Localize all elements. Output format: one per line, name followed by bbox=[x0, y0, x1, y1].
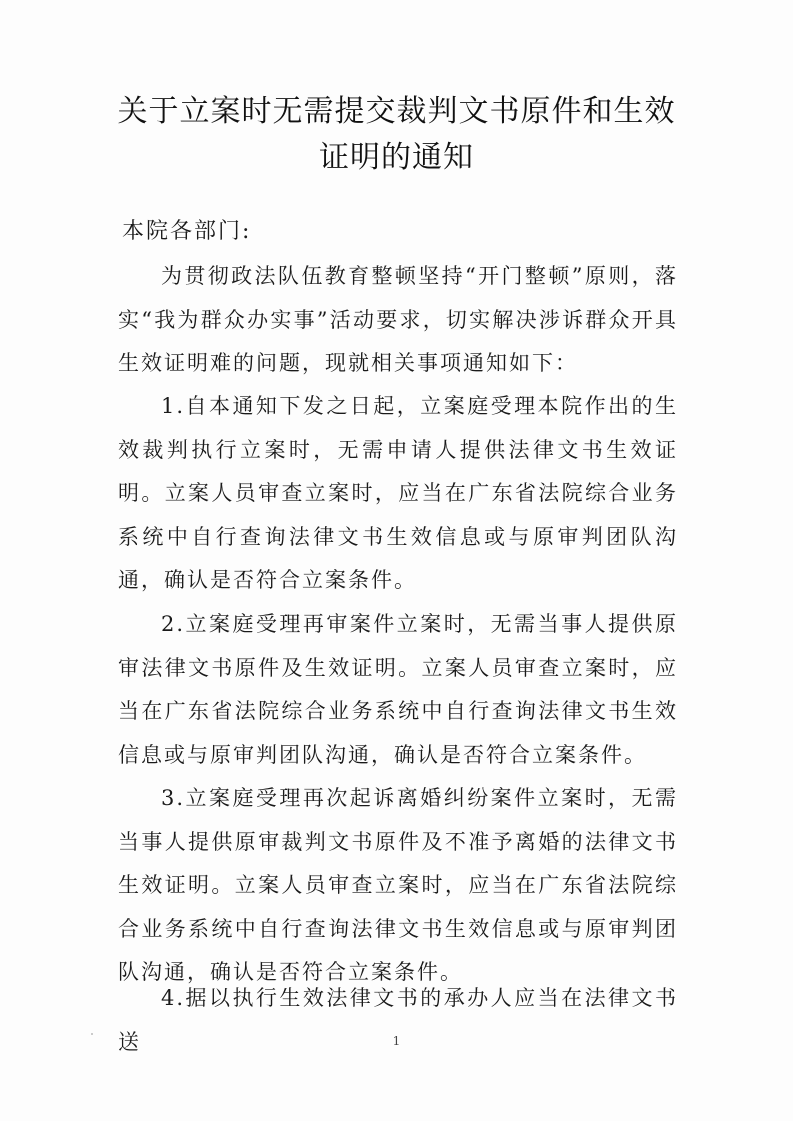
salutation: 本院各部门: bbox=[122, 219, 252, 244]
item-4-paragraph: 4.据以执行生效法律文书的承办人应当在法律文书送 bbox=[118, 986, 678, 1054]
item-1-paragraph: 1.自本通知下发之日起，立案庭受理本院作出的生效裁判执行立案时，无需申请人提供法律文书生效证明。立案人员审查立案时，应当在广东省法院综合业务系统中自行查询法律文书生效信息或与原审判团队沟通，确认是否符合立案条件。 bbox=[118, 394, 678, 593]
intro-paragraph: 为贯彻政法队伍教育整顿坚持“开门整顿”原则，落实“我为群众办实事”活动要求，切实解决涉诉群众开具生效证明难的问题，现就相关事项通知如下： bbox=[118, 264, 678, 376]
document-title-line-1: 关于立案时无需提交裁判文书原件和生效 bbox=[117, 94, 676, 129]
document-title-line-2: 证明的通知 bbox=[319, 140, 474, 175]
item-2-paragraph: 2.立案庭受理再审案件立案时，无需当事人提供原审法律文书原件及生效证明。立案人员审查立案时，应当在广东省法院综合业务系统中自行查询法律文书生效信息或与原审判团队沟通，确认是否符合立案条件。 bbox=[118, 612, 678, 767]
item-3-paragraph: 3.立案庭受理再次起诉离婚纠纷案件立案时，无需当事人提供原审裁判文书原件及不准予离婚的法律文书生效证明。立案人员审查立案时，应当在广东省法院综合业务系统中自行查询法律文书生效信息或与原审判团队沟通，确认是否符合立案条件。 bbox=[118, 786, 678, 985]
page-number: 1 bbox=[392, 1034, 401, 1048]
